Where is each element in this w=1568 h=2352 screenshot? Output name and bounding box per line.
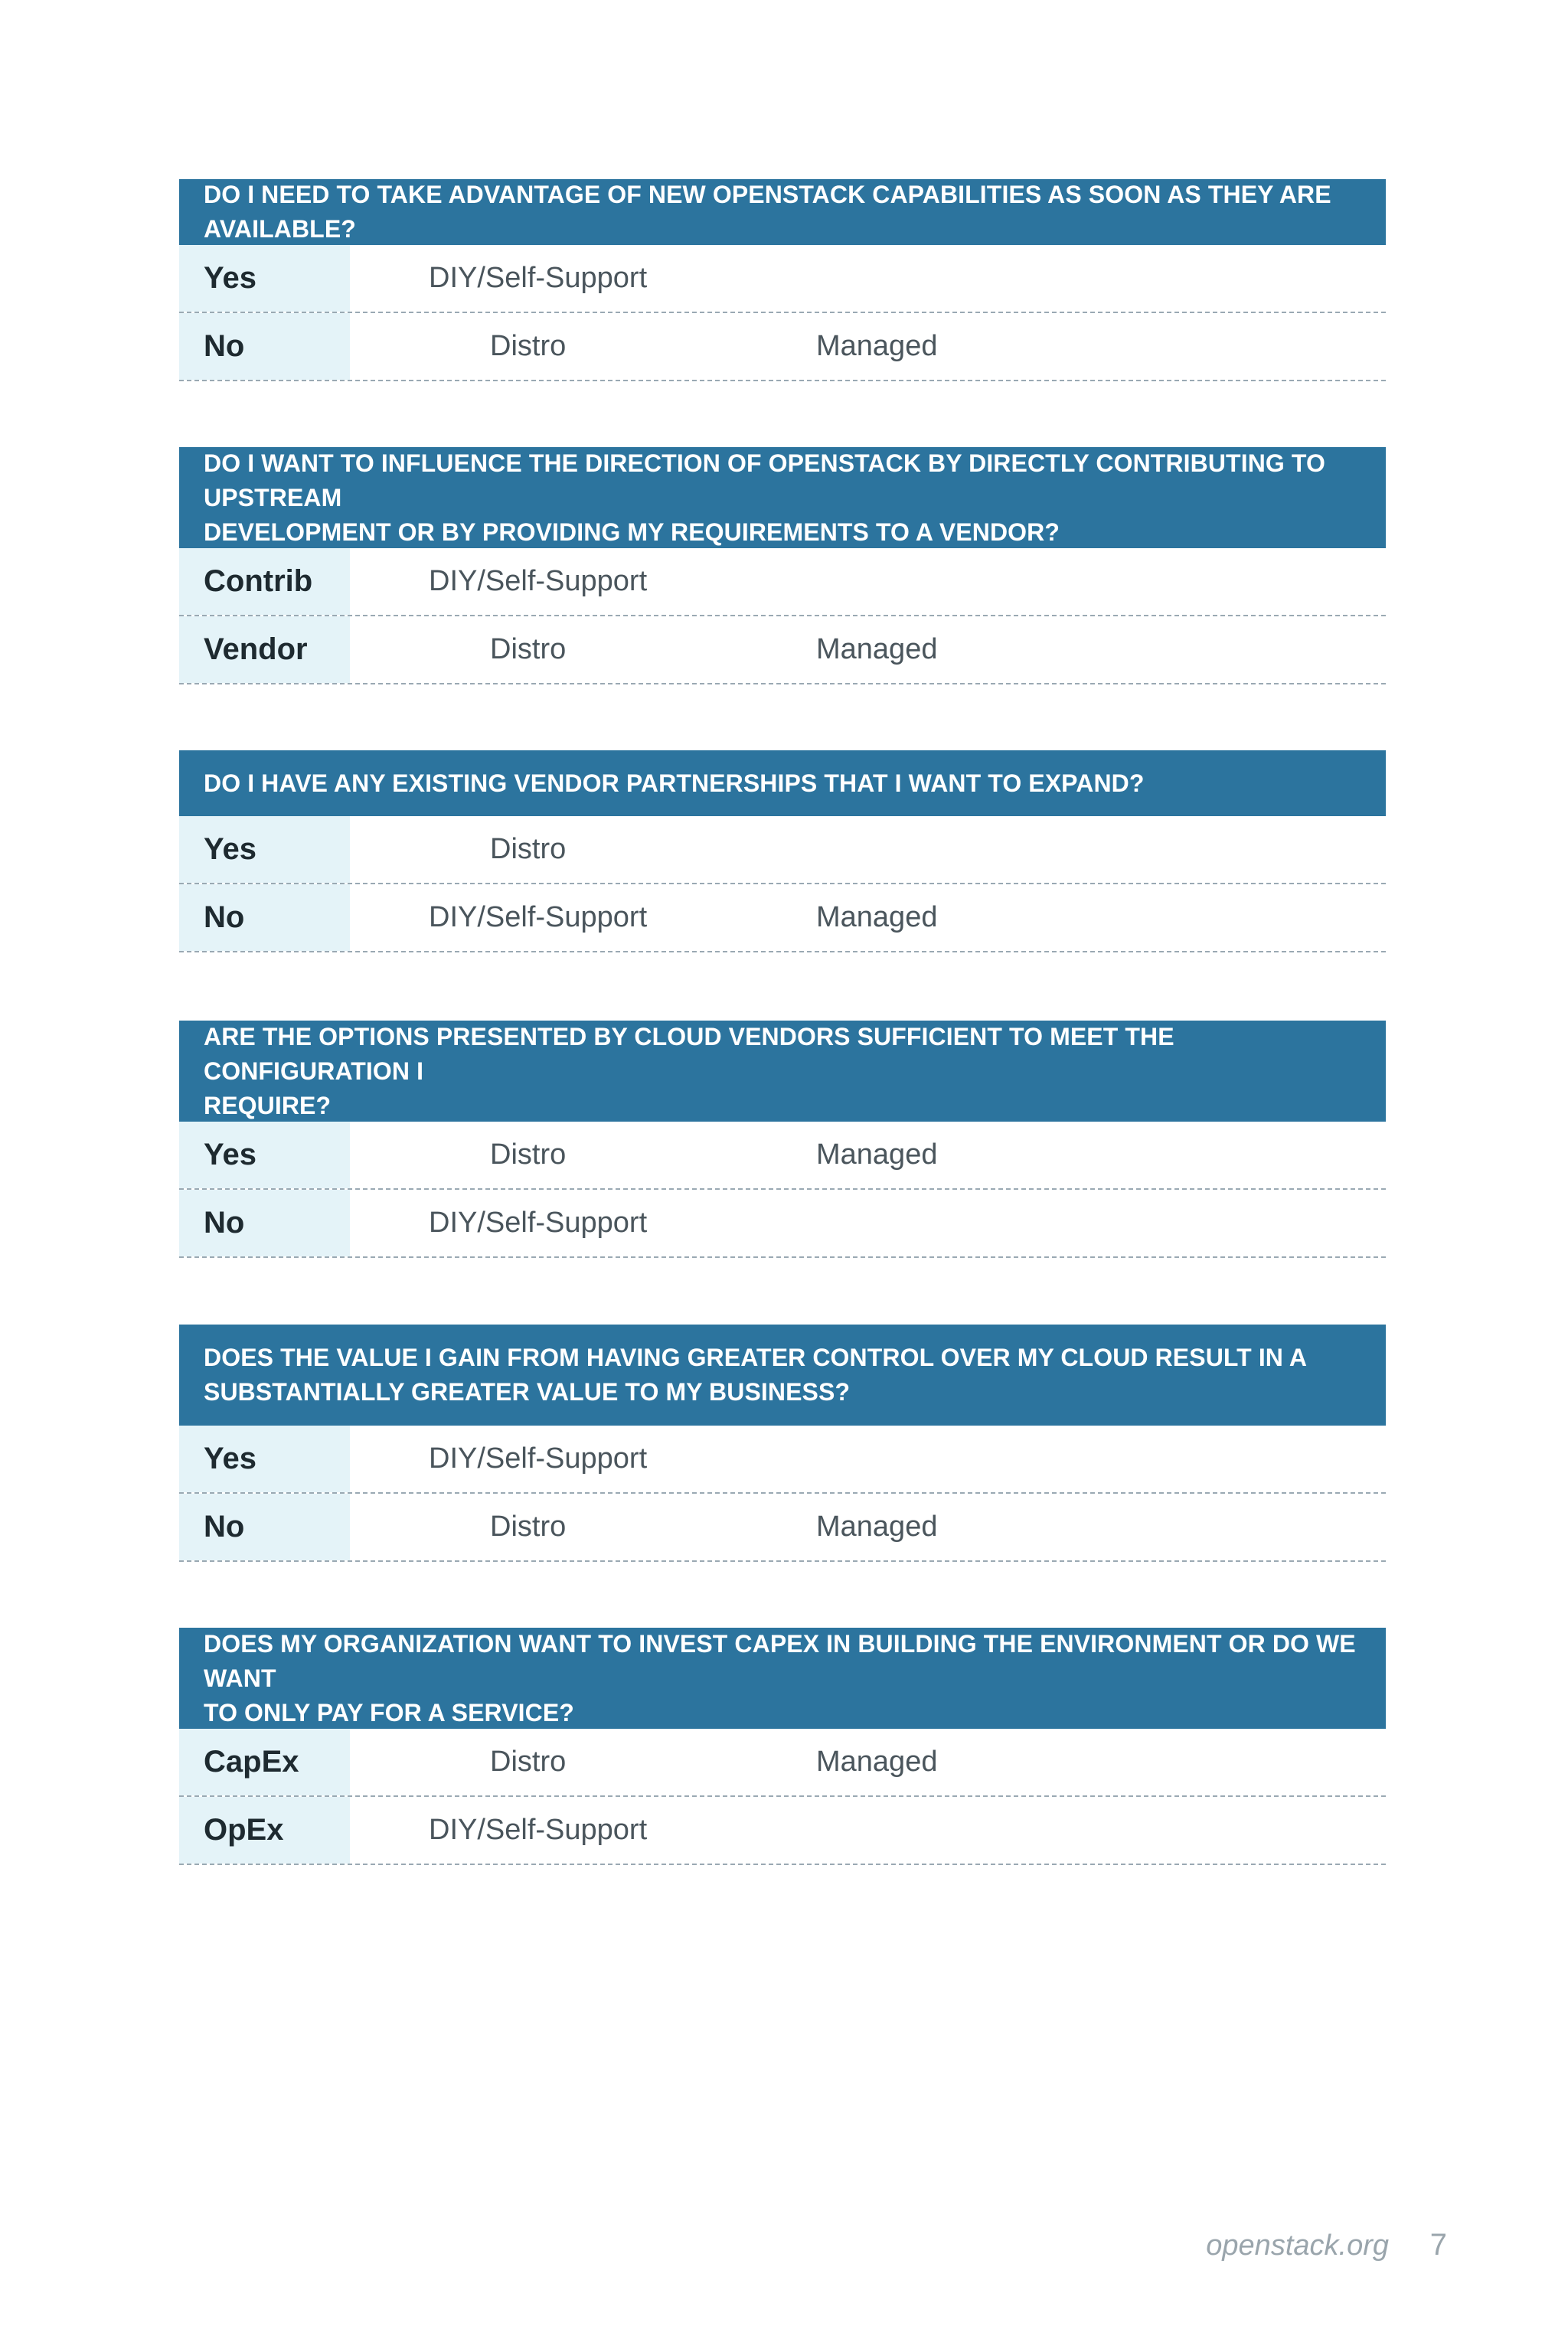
answer-row [179,548,1386,616]
answer-row [179,1190,1386,1258]
answer-row [179,1426,1386,1494]
question-header [179,1325,1386,1426]
answer-label: No [179,1190,350,1256]
page-number: 7 [1429,2228,1447,2262]
answer-label: No [179,313,350,380]
option-distro: Distro [490,633,567,665]
option-managed: Managed [816,1511,938,1543]
question-block-6 [179,1628,1386,1865]
answer-label: Yes [179,245,350,312]
answer-row [179,245,1386,313]
footer-site-url: openstack.org [1206,2230,1389,2262]
question-block-1 [179,179,1386,381]
question-header [179,447,1386,548]
option-distro: Distro [490,1746,567,1778]
answer-row [179,816,1386,884]
question-header [179,750,1386,816]
option-managed: Managed [816,330,938,362]
answer-label: No [179,1494,350,1560]
question-header [179,1628,1386,1729]
question-block-3 [179,750,1386,952]
answer-label: No [179,884,350,951]
question-title-line-1: ARE THE OPTIONS PRESENTED BY CLOUD VENDORS SUFFICIENT TO MEET THE CONFIGURATION I [204,1022,1174,1085]
answer-label: Yes [179,1426,350,1492]
answer-label: OpEx [179,1797,350,1864]
answer-row [179,1494,1386,1562]
option-diy: DIY/Self-Support [429,1207,648,1239]
option-managed: Managed [816,633,938,665]
answer-row [179,1122,1386,1190]
question-title-line-2: SUBSTANTIALLY GREATER VALUE TO MY BUSINESS? [204,1378,851,1406]
option-diy: DIY/Self-Support [429,1442,648,1475]
question-block-2 [179,447,1386,684]
question-header [179,179,1386,245]
answer-label: Contrib [179,548,350,615]
question-block-4 [179,1021,1386,1258]
answer-label: Yes [179,816,350,883]
option-diy: DIY/Self-Support [429,901,648,933]
option-managed: Managed [816,1746,938,1778]
question-title: DO I HAVE ANY EXISTING VENDOR PARTNERSHIPS THAT I WANT TO EXPAND? [204,769,1145,797]
question-title-line-1: DO I WANT TO INFLUENCE THE DIRECTION OF OPENSTACK BY DIRECTLY CONTRIBUTING TO UPSTREAM [204,449,1325,511]
answer-row [179,313,1386,381]
question-title: DO I NEED TO TAKE ADVANTAGE OF NEW OPENSTACK CAPABILITIES AS SOON AS THEY ARE AVAILABLE? [204,181,1331,243]
answer-label: CapEx [179,1729,350,1795]
question-title-line-1: DOES THE VALUE I GAIN FROM HAVING GREATER CONTROL OVER MY CLOUD RESULT IN A [204,1344,1308,1371]
question-title-line-2: REQUIRE? [204,1091,332,1119]
option-managed: Managed [816,901,938,933]
question-block-5 [179,1325,1386,1562]
question-header [179,1021,1386,1122]
answer-row [179,616,1386,684]
option-distro: Distro [490,330,567,362]
answer-row [179,884,1386,952]
answer-label: Vendor [179,616,350,683]
question-title-line-1: DOES MY ORGANIZATION WANT TO INVEST CAPEX IN BUILDING THE ENVIRONMENT OR DO WE WANT [204,1629,1356,1692]
option-managed: Managed [816,1138,938,1171]
answer-row [179,1729,1386,1797]
option-diy: DIY/Self-Support [429,262,648,294]
option-distro: Distro [490,833,567,865]
answer-label: Yes [179,1122,350,1188]
option-distro: Distro [490,1138,567,1171]
option-diy: DIY/Self-Support [429,1814,648,1846]
option-distro: Distro [490,1511,567,1543]
answer-row [179,1797,1386,1865]
question-title-line-2: TO ONLY PAY FOR A SERVICE? [204,1698,574,1726]
question-title-line-2: DEVELOPMENT OR BY PROVIDING MY REQUIREMENTS TO A VENDOR? [204,518,1060,546]
option-diy: DIY/Self-Support [429,565,648,597]
